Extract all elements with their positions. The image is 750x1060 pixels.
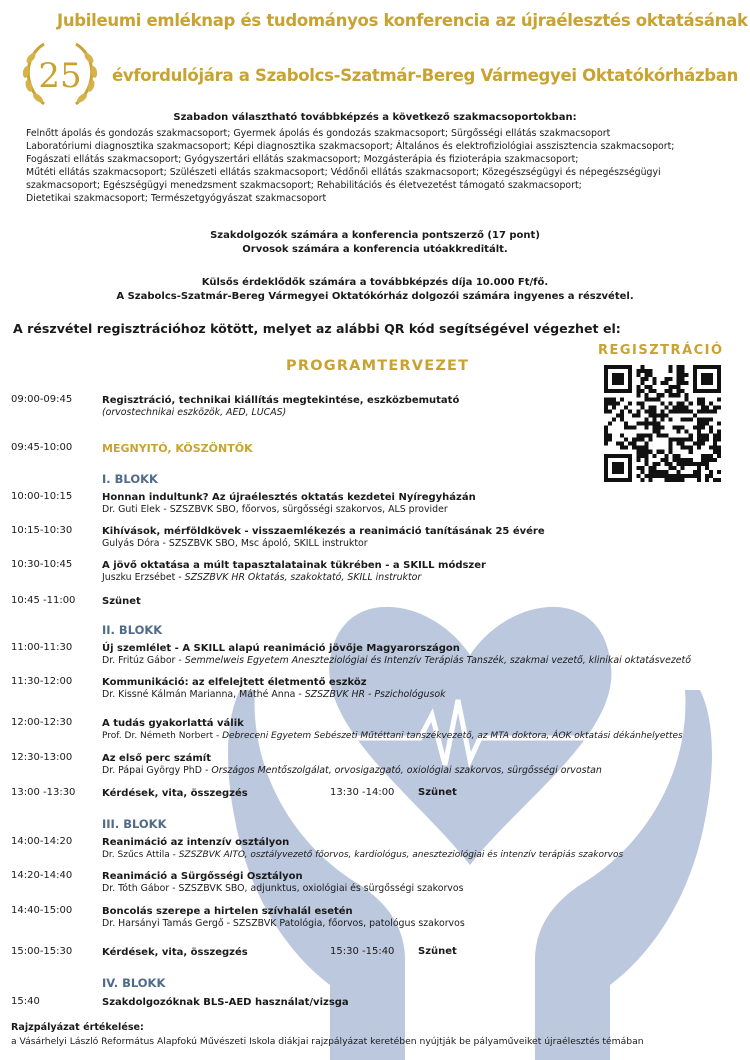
row-time: 10:45 -11:00 (11, 595, 76, 606)
row-title: Reanimáció az intenzív osztályon (102, 837, 290, 848)
row-title: Honnan indultunk? Az újraélesztés oktatás kezdetei Nyíregyházán (102, 492, 476, 503)
affiliation: Semmelweis Egyetem Aneszteziológiai és Intenzív Terápiás Tanszék, szakmai vezető, klinikai oktatásvezető (184, 655, 691, 666)
row-time: 12:30-13:00 (11, 752, 73, 763)
row-sub: Dr. Tóth Gábor - SZSZBVK SBO, adjunktus, oxiológiai és sürgősségi szakorvos (102, 883, 464, 894)
program-title: PROGRAMTERVEZET (286, 358, 470, 374)
row-time-2: 15:30 -15:40 (330, 946, 395, 957)
fee-line-1: Külsős érdeklődők számára a továbbképzés díja 10.000 Ft/fő. (201, 277, 549, 288)
row-time: 15:00-15:30 (11, 946, 73, 957)
fee-line-2: A Szabolcs-Szatmár-Bereg Vármegyei Oktatókórház dolgozói számára ingyenes a részvétel. (116, 291, 634, 302)
row-time: 14:20-14:40 (11, 870, 73, 881)
row-time: 09:45-10:00 (11, 442, 73, 453)
row-time: 10:00-10:15 (11, 491, 73, 502)
row-title: Reanimáció a Sürgősségi Osztályon (102, 871, 303, 882)
affiliation: Országos Mentőszolgálat, orvosigazgató, oxiológiai szakorvos, sürgősségi orvostan (211, 765, 602, 776)
row-title: Az első perc számít (102, 753, 211, 764)
row-title: Új szemlélet - A SKILL alapú reanimáció jövője Magyarországon (102, 643, 460, 654)
registration-label: REGISZTRÁCIÓ (598, 343, 724, 358)
block-heading: I. BLOKK (102, 472, 158, 486)
row-time: 14:40-15:00 (11, 905, 73, 916)
speaker: Dr. Kissné Kálmán Marianna, Máthé Anna - (102, 689, 305, 700)
credits-line-1: Szakdolgozók számára a konferencia pontszerző (17 pont) (210, 230, 540, 241)
row-title: Boncolás szerepe a hirtelen szívhalál esetén (102, 906, 353, 917)
speaker: Prof. Dr. Németh Norbert - (102, 731, 223, 741)
groups-line: Műtéti ellátás szakmacsoport; Szülészeti ellátás szakmacsoport; Védőnői ellátás szakmacsoport; Közegészségügyi és népegészségügyi (26, 167, 661, 178)
row-sub: Dr. Harsányi Tamás Gergő - SZSZBVK Patológia, főorvos, patológus szakorvos (102, 918, 465, 929)
row-title: Kérdések, vita, összegzés (102, 788, 248, 799)
row-time: 12:00-12:30 (11, 717, 73, 728)
anniversary-laurel-badge (14, 36, 106, 112)
affiliation: SZSZBVK AITO, osztályvezető főorvos, kardiológus, aneszteziológiai és intenzív terápiás szakorvos (178, 850, 624, 860)
affiliation: Debreceni Egyetem Sebészeti Műtéttani tanszékvezető, az MTA doktora, ÁOK oktatási dékánhelyettes (222, 731, 683, 741)
row-time: 11:30-12:00 (11, 676, 73, 687)
groups-line: Laboratóriumi diagnosztika szakmacsoport; Képi diagnosztika szakmacsoport; Általános és elektrofiziológiai asszisztencia szakmacsoport; (26, 141, 675, 152)
title-line-1: Jubileumi emléknap és tudományos konferencia az újraélesztés oktatásának (57, 11, 748, 30)
row-title: Kérdések, vita, összegzés (102, 947, 248, 958)
block-heading: II. BLOKK (102, 623, 163, 637)
block-heading: IV. BLOKK (102, 976, 166, 990)
groups-line: szakmacsoport; Egészségügyi menedzsment szakmacsoport; Rehabilitációs és életvezetést támogató szakmacsoport; (26, 180, 582, 191)
row-sub: Gulyás Dóra - SZSZBVK SBO, Msc ápoló, SKILL instruktor (102, 538, 368, 549)
affiliation: SZSZBVK HR Oktatás, szakoktató, SKILL instruktor (184, 572, 422, 583)
row-sub: Dr. Guti Elek - SZSZBVK SBO, főorvos, sürgősségi szakorvos, ALS provider (102, 504, 448, 515)
registration-qr-code[interactable] (604, 365, 721, 482)
row-title: Kommunikáció: az elfelejtett életmentő eszköz (102, 677, 367, 688)
row-time: 10:15-10:30 (11, 525, 73, 536)
speaker: Dr. Pápai György PhD - (102, 765, 212, 776)
row-title: Regisztráció, technikai kiállítás megtekintése, eszközbemutató (102, 395, 460, 406)
row-time: 13:00 -13:30 (11, 787, 76, 798)
row-time: 11:00-11:30 (11, 642, 73, 653)
row-title-2: Szünet (418, 946, 457, 957)
title-line-2: évfordulójára a Szabolcs-Szatmár-Bereg Vármegyei Oktatókórházban (112, 66, 739, 85)
groups-line: Dietetikai szakmacsoport; Természetgyógyászat szakmacsoport (26, 193, 327, 204)
row-title-2: Szünet (418, 787, 457, 798)
speaker: Juszku Erzsébet - (102, 572, 185, 583)
row-title: Szünet (102, 596, 141, 607)
speaker: Dr. Szűcs Attila - (102, 850, 179, 860)
speaker: Dr. Fritúz Gábor - (102, 655, 185, 666)
row-time: 14:00-14:20 (11, 836, 73, 847)
affiliation: SZSZBVK HR - Pszichológusok (304, 689, 446, 700)
row-sub: (orvostechnikai eszközök, AED, LUCAS) (102, 407, 287, 418)
row-time-2: 13:30 -14:00 (330, 787, 395, 798)
groups-heading: Szabadon választható továbbképzés a következő szakmacsoportokban: (173, 112, 577, 123)
row-title: A tudás gyakorlattá válik (102, 718, 244, 729)
badge-number: 25 (38, 56, 82, 96)
groups-line: Felnőtt ápolás és gondozás szakmacsoport; Gyermek ápolás és gondozás szakmacsoport; Sürgősségi ellátás szakmacsoport (26, 128, 611, 139)
row-title: Kihívások, mérföldkövek - visszaemlékezés a reanimáció tanításának 25 évére (102, 526, 545, 537)
footer-heading: Rajzpályázat értékelése: (11, 1022, 144, 1033)
registration-line: A részvétel regisztrációhoz kötött, melyet az alábbi QR kód segítségével végezhet el: (13, 321, 621, 336)
groups-line: Fogászati ellátás szakmacsoport; Gyógyszertári ellátás szakmacsoport; Mozgásterápia és fizioterápia szakmacsoport; (26, 154, 579, 165)
row-title: Szakdolgozóknak BLS-AED használat/vizsga (102, 997, 349, 1008)
footer-text: a Vásárhelyi László Református Alapfokú Művészeti Iskola diákjai rajzpályázat keretében nyújtják be pályaműveiket újraélesztés témában (11, 1036, 644, 1047)
block-heading: III. BLOKK (102, 817, 167, 831)
row-title: MEGNYITÓ, KÖSZÖNTŐK (102, 442, 253, 455)
row-time: 09:00-09:45 (11, 394, 73, 405)
row-time: 15:40 (11, 996, 40, 1007)
row-time: 10:30-10:45 (11, 559, 73, 570)
row-title: A jövő oktatása a múlt tapasztalatainak tükrében - a SKILL módszer (102, 560, 486, 571)
groups-list (26, 127, 722, 205)
credits-line-2: Orvosok számára a konferencia utóakkreditált. (242, 244, 508, 255)
